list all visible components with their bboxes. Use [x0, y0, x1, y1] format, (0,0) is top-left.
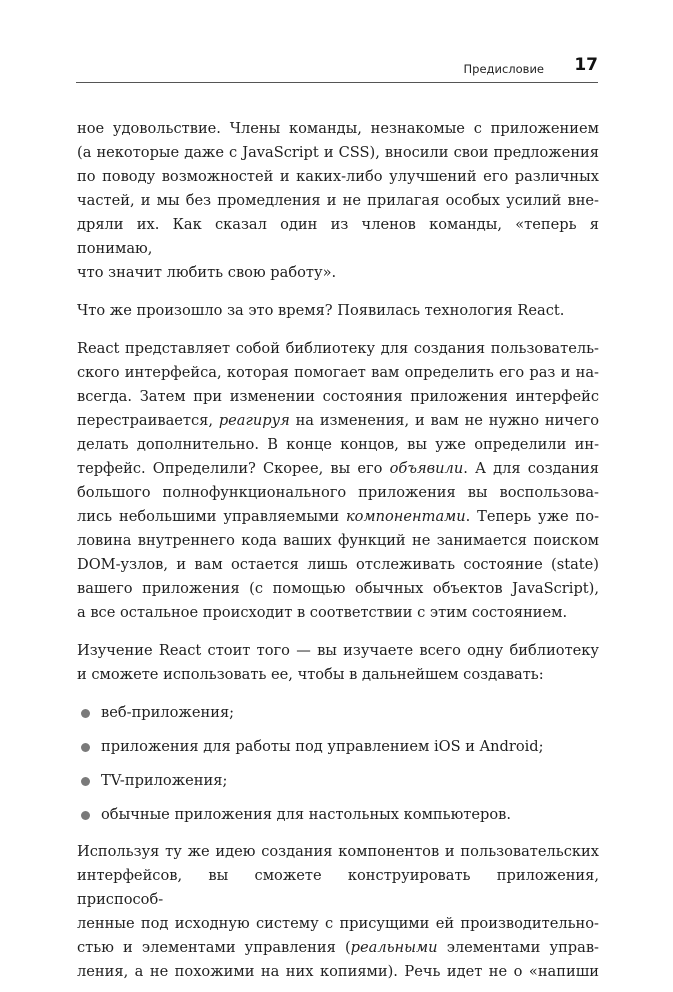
text-line: интерфейсов, вы сможете конструировать приложения, приспособ- [77, 867, 599, 908]
paragraph-2 [77, 299, 599, 323]
text-line: вашего приложения (с помощью обычных объектов JavaScript), [77, 580, 599, 597]
list-item [77, 735, 599, 759]
bullet-list [77, 701, 599, 827]
text-line: большого полнофункционального приложения вы воспользова- [77, 484, 599, 501]
text-line [77, 505, 599, 529]
list-item [77, 701, 599, 725]
text-line: ления, а не похожими на них копиями). Речь идет не о «напиши [77, 963, 599, 980]
text-fragment: на изменения, и вам не нужно ничего [289, 412, 599, 429]
text-fragment: . Теперь уже по- [465, 508, 599, 525]
paragraph-3 [77, 337, 599, 625]
running-title: Предисловие [463, 62, 544, 76]
emphasis: компонентами [345, 508, 466, 525]
list-item-text: приложения для работы под управлением iOS и Android; [101, 738, 544, 755]
paragraph-4 [77, 639, 599, 687]
text-line: Используя ту же идею создания компонентов и пользовательских [77, 843, 599, 860]
list-item [77, 803, 599, 827]
emphasis: реагируя [218, 412, 290, 429]
list-item-text: TV-приложения; [101, 772, 228, 789]
text-fragment: перестраивается, [77, 412, 219, 429]
list-item-text: обычные приложения для настольных компьютеров. [101, 806, 511, 823]
text-line: что значит любить свою работу». [77, 264, 337, 281]
list-item-text: веб-приложения; [101, 704, 235, 721]
bullet-icon [81, 777, 90, 786]
text-line: делать дополнительно. В конце концов, вы уже определили ин- [77, 436, 599, 453]
text-line: (а некоторые даже с JavaScript и CSS), вносили свои предложения [77, 144, 599, 161]
text-line: Изучение React стоит того — вы изучаете всего одну библиотеку [77, 642, 599, 659]
text-fragment: элементами управ- [437, 939, 599, 956]
page-number: 17 [574, 55, 598, 75]
text-line: и сможете использовать ее, чтобы в дальнейшем создавать: [77, 666, 544, 683]
text-line [77, 457, 599, 481]
text-line: по поводу возможностей и каких-либо улучшений его различных [77, 168, 599, 185]
paragraph-1 [77, 117, 599, 285]
text-line: дряли их. Как сказал один из членов команды, «теперь я понимаю, [77, 216, 599, 257]
text-fragment: . А для создания [463, 460, 599, 477]
bullet-icon [81, 811, 90, 820]
text-fragment: терфейс. Определили? Скорее, вы его [77, 460, 390, 477]
text-line: а все остальное происходит в соответствии с этим состоянием. [77, 604, 568, 621]
page-header [76, 52, 598, 83]
emphasis: реальными [350, 939, 438, 956]
text-line: ленные под исходную систему с присущими ей производительно- [77, 915, 599, 932]
text-line [77, 409, 599, 433]
text-line: React представляет собой библиотеку для создания пользователь- [77, 340, 599, 357]
bullet-icon [81, 709, 90, 718]
bullet-icon [81, 743, 90, 752]
page-body [77, 117, 599, 984]
text-line: ского интерфейса, которая помогает вам определить его раз и на- [77, 364, 599, 381]
text-line: Что же произошло за это время? Появилась технология React. [77, 302, 565, 319]
text-fragment: стью и элементами управления ( [77, 939, 351, 956]
emphasis: объявили [389, 460, 464, 477]
text-line: ное удовольствие. Члены команды, незнакомые с приложением [77, 120, 599, 137]
text-line [77, 936, 599, 960]
text-fragment: лись небольшими управляемыми [77, 508, 346, 525]
paragraph-5 [77, 840, 599, 984]
text-line: ловина внутреннего кода ваших функций не занимается поиском [77, 532, 599, 549]
text-line: всегда. Затем при изменении состояния приложения интерфейс [77, 388, 599, 405]
list-item [77, 769, 599, 793]
text-line: частей, и мы без промедления и не прилагая особых усилий вне- [77, 192, 599, 209]
text-line: DOM-узлов, и вам остается лишь отслеживать состояние (state) [77, 556, 599, 573]
